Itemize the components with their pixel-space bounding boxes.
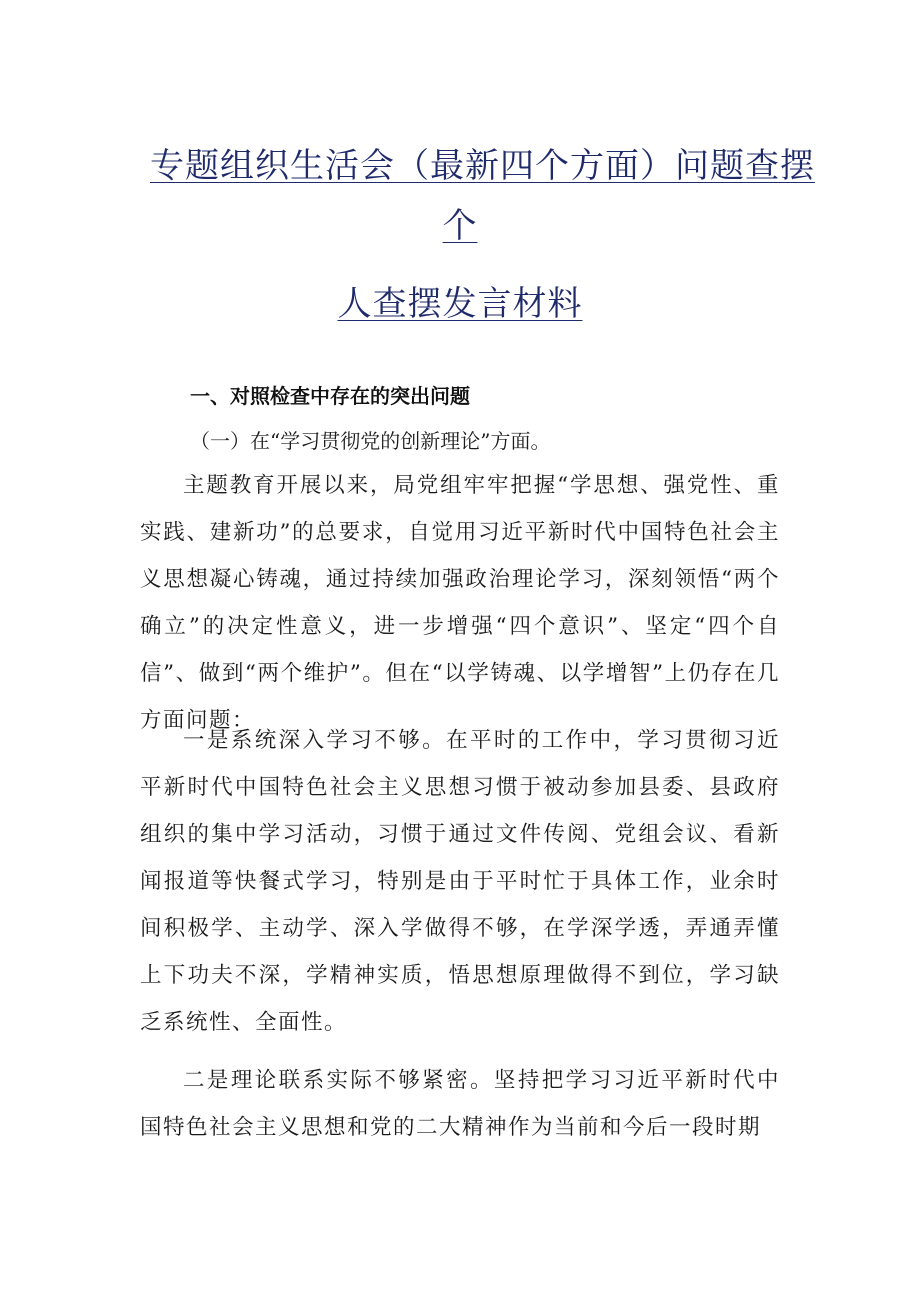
document-title-line-1: 专题组织生活会（最新四个方面）问题查摆 bbox=[150, 146, 815, 186]
document-title-line-3: 人查摆发言材料 bbox=[337, 284, 583, 324]
body-paragraph-2: 一是系统深入学习不够。在平时的工作中，学习贯彻习近平新时代中国特色社会主义思想习惯于被动参加县委、县政府组织的集中学习活动，习惯于通过文件传阅、党组会议、看新闻报道等快餐式学习，特别是由于平时忙于具体工作，业余时间积极学、主动学、深入学做得不够，在学深学透，弄通弄懂上下功夫不深，学精神实质，悟思想原理做得不到位，学习缺乏系统性、全面性。 bbox=[140, 728, 780, 1035]
body-paragraph-1: 主题教育开展以来，局党组牢牢把握“学思想、强党性、重实践、建新功”的总要求，自觉用习近平新时代中国特色社会主义思想凝心铸魂，通过持续加强政治理论学习，深刻领悟“两个确立”的决定性意义，进一步增强“四个意识”、坚定“四个自信”、做到“两个维护”。但在“以学铸魂、以学增智”上仍存在几方面问题： bbox=[140, 473, 780, 733]
section-heading: 一、对照检查中存在的突出问题 bbox=[190, 384, 470, 408]
document-title-line-2: 个 bbox=[442, 206, 478, 246]
body-paragraph-3: 二是理论联系实际不够紧密。坚持把学习习近平新时代中国特色社会主义思想和党的二大精神作为当前和今后一段时期 bbox=[140, 1068, 780, 1140]
subsection-heading: （一）在“学习贯彻党的创新理论”方面。 bbox=[190, 429, 551, 453]
